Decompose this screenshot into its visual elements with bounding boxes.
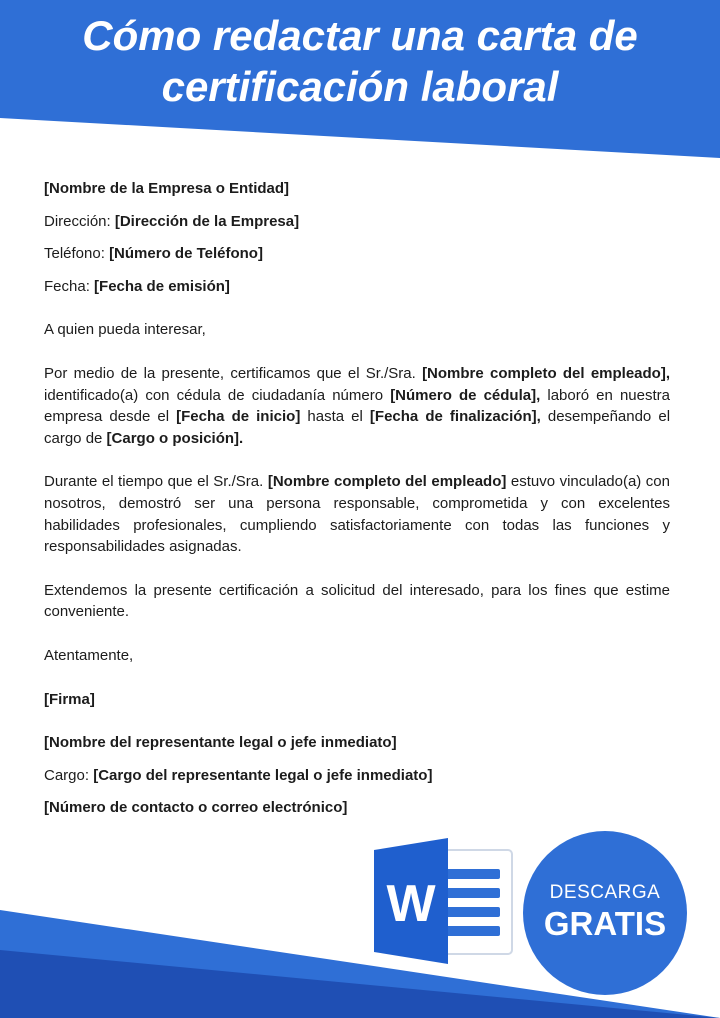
closing: Atentamente, bbox=[44, 646, 134, 664]
title-line-2: certificación laboral bbox=[161, 63, 559, 110]
download-free-badge[interactable] bbox=[523, 831, 687, 995]
company-name: [Nombre de la Empresa o Entidad] bbox=[44, 180, 290, 197]
paragraph-1: Por medio de la presente, certificamos que el Sr./Sra. [Nombre completo del empleado], identificado(a) con cédula de ciudadanía número [Número de cédula], laboró en nuestra empresa desde el [Fecha de inicio] hasta el [Fecha de finalización], desempeñando el cargo de [Cargo o posición]. bbox=[44, 364, 671, 447]
badge-free-label: GRATIS bbox=[543, 905, 667, 942]
representative-name: [Nombre del representante legal o jefe inmediato] bbox=[44, 734, 397, 752]
contact-line: [Número de contacto o correo electrónico] bbox=[44, 799, 348, 817]
paragraph-3: Extendemos la presente certificación a solicitud del interesado, para los fines que estime conveniente. bbox=[44, 581, 670, 621]
phone-line: Teléfono: [Número de Teléfono] bbox=[44, 245, 263, 263]
title-line-1: Cómo redactar una carta de bbox=[82, 12, 638, 59]
greeting: A quien pueda interesar, bbox=[44, 321, 206, 339]
signature-placeholder: [Firma] bbox=[44, 690, 95, 708]
date-line: Fecha: [Fecha de emisión] bbox=[44, 277, 230, 295]
position-line: Cargo: [Cargo del representante legal o jefe inmediato] bbox=[44, 766, 433, 784]
page-title bbox=[0, 10, 720, 112]
svg-text:W: W bbox=[386, 875, 436, 933]
address-line: Dirección: [Dirección de la Empresa] bbox=[44, 212, 300, 230]
letter-template bbox=[44, 178, 670, 830]
paragraph-2: Durante el tiempo que el Sr./Sra. [Nombre completo del empleado] estuvo vinculado(a) con nosotros, demostró ser una persona responsable, comprometida y con excelentes habilidades profesionales, cumpliendo satisfactoriamente con todas las funciones y responsabilidades asignadas. bbox=[44, 473, 670, 556]
microsoft-word-icon bbox=[374, 836, 514, 966]
badge-download-label: DESCARGA bbox=[549, 882, 661, 903]
